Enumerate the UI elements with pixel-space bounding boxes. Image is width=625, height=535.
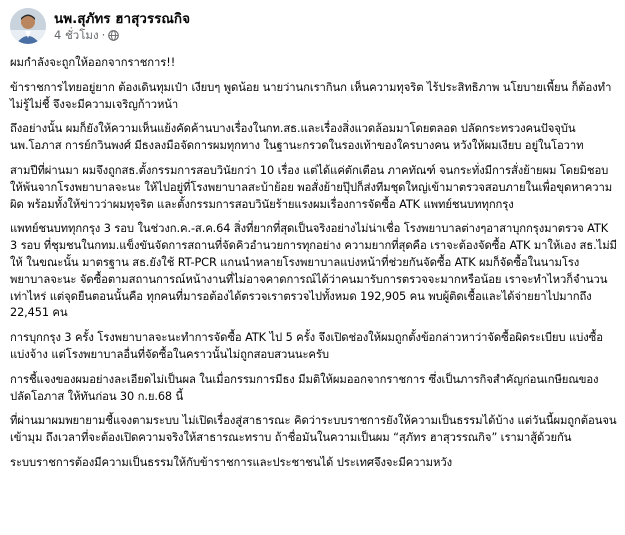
author-avatar[interactable]	[10, 8, 46, 44]
post-content	[10, 55, 617, 472]
paragraph: การบุกกรุง 3 ครั้ง โรงพยาบาลจะนะทำการจัดซื้อ ATK ไป 5 ครั้ง จึงเปิดช่องให้ผมถูกตั้งข้อกล่าวหาว่าจัดซื้อผิดระเบียบ แบ่งซื้อแบ่งจ้าง แต่โรงพยาบาลอื่นที่จัดซื้อในคราวนั้นไม่ถูกสอบสวนนะครับ	[10, 331, 603, 361]
paragraph: ข้าราชการไทยอยู่ยาก ต้องเดินทุมเป๋า เงียบๆ พูดน้อย นายว่านกเรากินก เห็นความทุจริต ไร้ประสิทธิภาพ นโยบายเพี้ยน ก็ต้องทำไม่รู้ไม่ชี้ จึงจะมีความเจริญก้าวหน้า	[10, 80, 612, 111]
paragraph: สามปีที่ผ่านมา ผมจึงถูกสธ.ตั้งกรรมการสอบวินัยกว่า 10 เรื่อง แต่ได้แค่ตักเตือน ภาคทัณฑ์ จนกระทั่งมีการสั่งย้ายผม โดยมิชอบ ให้พ้นจากโรงพยาบาลจะนะ ให้ไปอยู่ที่โรงพยาบาลสะบ้าย้อย พอสั่งย้ายปุ๊ปก็ส่งทีมชุดใหญ่เข้ามาตรวจสอบภายในเพื่อขุดหาความผิด พร้อมทั้งให้ข่าวว่าผมทุจริต และตั้งกรรมการสอบวินัยร้ายแรงผมเรื่องการจัดซื้อ ATK แพทย์ชนบททุกกรุง	[10, 163, 613, 211]
paragraph: แพทย์ชนบททุกกรุง 3 รอบ ในช่วงก.ค.-ส.ค.64 สิ่งที่ยากที่สุดเป็นจริงอย่างไม่น่าเชื่อ โรงพยาบาลต่างๆอาสาบุกกรุงมาตรวจ ATK 3 รอบ ที่ชุมชนในกทม.แข็งขันจัดการสถานที่จัดคิวอำนวยการทุกอย่าง ความยากที่สุดคือ เราจะต้องจัดซื้อ ATK มาให้เอง สธ.ไม่มีให้ ในขณะนั้น มาตรฐาน สธ.ยังใช้ RT-PCR แกนนำหลายโรงพยาบาลแบ่งหน้าที่ช่วยกันจัดซื้อ ATK ผมก็จัดซื้อในนามโรงพยาบาลจะนะ จัดซื้อตามสถานการณ์หน้างานที่ไม่อาจคาดการณ์ได้ว่าคนมารับการตรวจจะมากหรือน้อย เราจะทำไหวก็จำนวนเท่าไหร่ แต่จุดยืนตอนนั้นคือ ทุกคนที่มารอต้องได้ตรวจเราตรวจไปทั้งหมด 192,905 คน พบผู้ติดเชื้อและได้จ่ายยาไปมากถึง 22,451 คน	[10, 222, 617, 320]
paragraph-headline: ผมกำลังจะถูกให้ออกจากราชการ!!	[10, 56, 176, 69]
paragraph: ที่ผ่านมาผมพยายามชี้แจงตามระบบ ไม่เปิดเรื่องสู่สาธารณะ คิดว่าระบบราชการยังให้ความเป็นธรรมได้บ้าง แต่วันนี้ผมถูกต้อนจนเข้ามุม ถึงเวลาที่จะต้องเปิดความจริงให้สาธารณะทราบ ถ้าชื่อมันในความเป็นผม “สุภัทร ฮาสุวรรณกิจ” เรามาสู้ด้วยกัน	[10, 414, 617, 445]
paragraph: ถึงอย่างนั้น ผมก็ยังให้ความเห็นแย้งคัดค้านบางเรื่องในกท.สธ.และเรื่องสิ่งแวดล้อมมาโดยตลอด ปลัดกระทรวงคนปัจจุบัน นพ.โอภาส การย์กวินพงศ์ มีธงลงมือจัดการผมทุกทาง ในฐานะกรวดในรองเท้าของใครบางคน หวังให้ผมเงียบ อยู่ในโอวาท	[10, 122, 584, 153]
paragraph: การชี้แจงของผมอย่างละเอียดไม่เป็นผล ในเมื่อกรรมการมีธง มีมติให้ผมออกจากราชการ ซึ่งเป็นภารกิจสำคัญก่อนเกษียณของปลัดโอภาส ให้ทันก่อน 30 ก.ย.68 นี้	[10, 372, 599, 403]
separator-dot: ·	[101, 27, 106, 42]
post-timestamp[interactable]: 4 ชั่วโมง	[54, 27, 99, 42]
post-header	[10, 6, 617, 46]
post-subline	[54, 28, 190, 43]
post-meta	[54, 10, 190, 43]
paragraph: ระบบราชการต้องมีความเป็นธรรมให้กับข้าราชการและประชาชนได้ ประเทศจึงจะมีความหวัง	[10, 455, 453, 469]
author-name[interactable]: นพ.สุภัทร ฮาสุวรรณกิจ	[54, 10, 190, 27]
globe-icon[interactable]	[108, 30, 119, 41]
